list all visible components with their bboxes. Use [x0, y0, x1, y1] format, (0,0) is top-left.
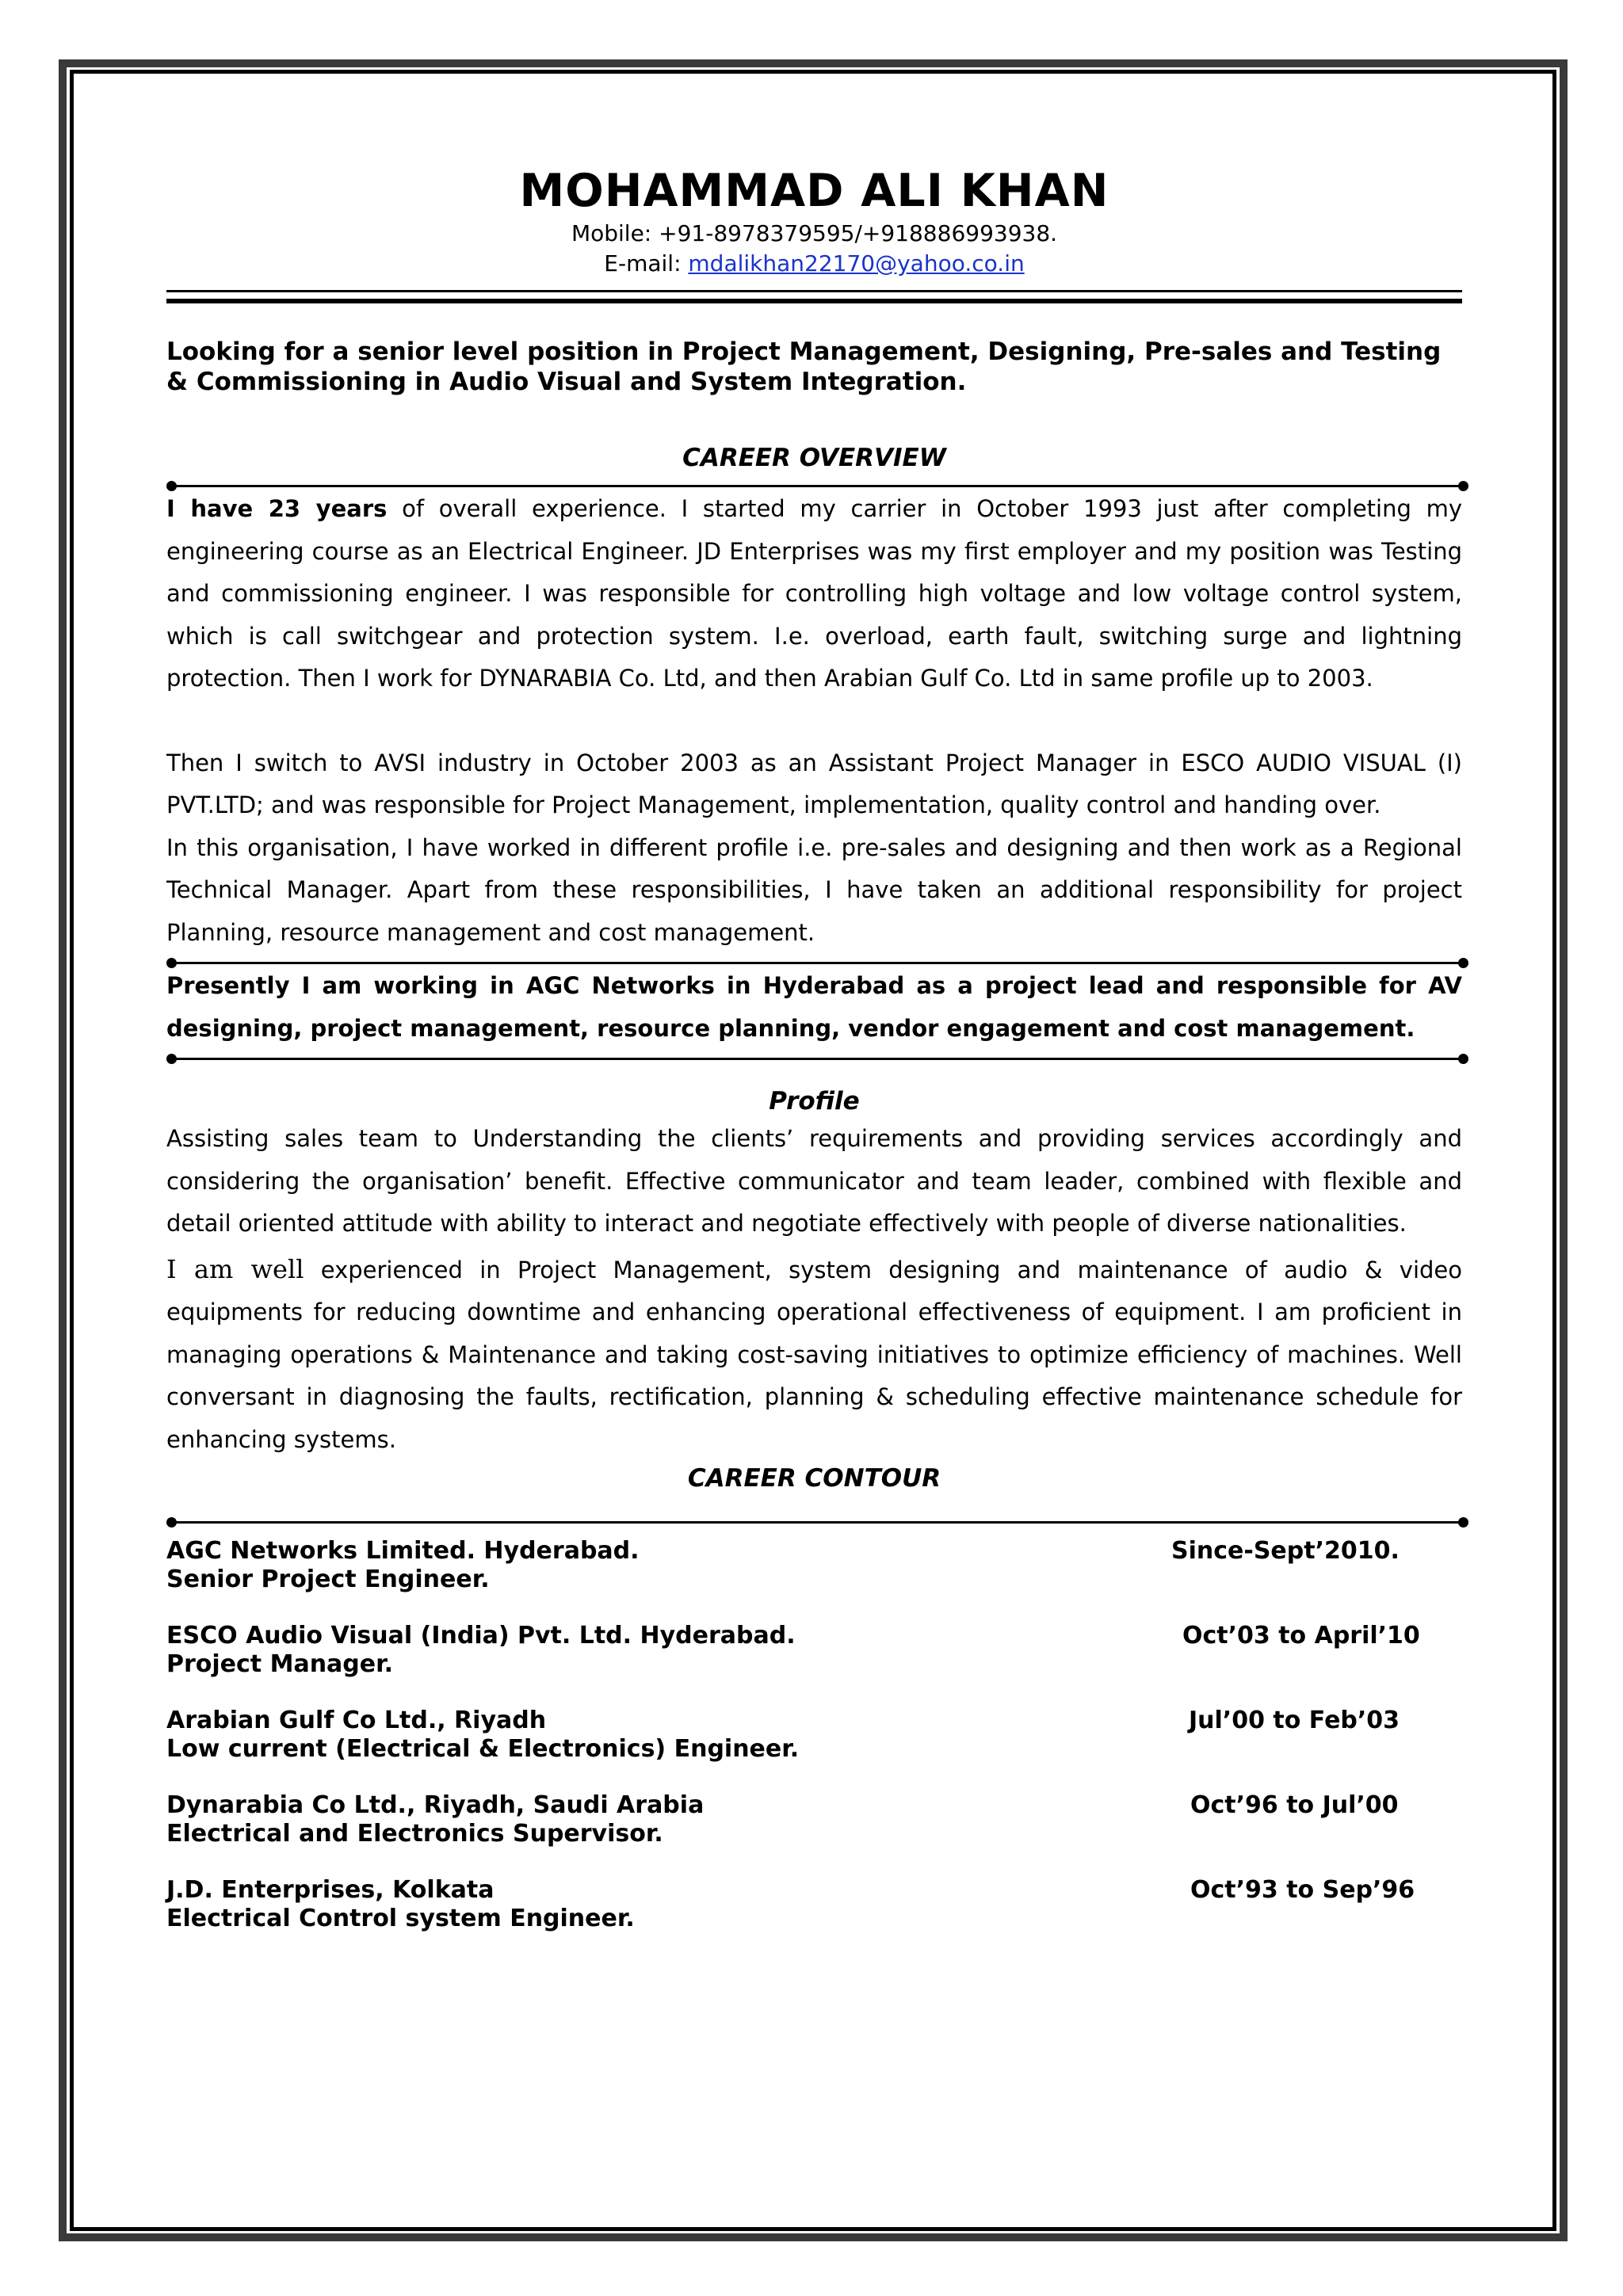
divider-line [171, 1058, 1462, 1060]
overview-paragraph-3: In this organisation, I have worked in different profile i.e. pre-sales and designing and then work as a Regional Technical Manager. Apart from these responsibilities, I have taken an additional responsibility for project Planning, resource management and cost management. [166, 833, 1462, 946]
profile-paragraph-2 [166, 1249, 1462, 1462]
divider-dot-icon [1458, 958, 1468, 968]
divider-dot-icon [1458, 1517, 1468, 1527]
email-label: E-mail: [604, 250, 689, 277]
email-link[interactable]: mdalikhan22170@yahoo.co.in [688, 250, 1025, 277]
profile-lead: I am well [166, 1253, 304, 1284]
job-dates: Oct’03 to April’10 [1182, 1622, 1420, 1650]
header-divider [166, 290, 1462, 303]
job-dates: Since-Sept’2010. [1171, 1537, 1400, 1565]
overview-lead: I have 23 years [166, 495, 388, 522]
section-divider [166, 1053, 1462, 1064]
email-line [166, 249, 1462, 279]
divider-line [171, 485, 1462, 487]
job-company: Arabian Gulf Co Ltd., Riyadh [166, 1707, 547, 1734]
section-divider [166, 1516, 1462, 1527]
divider-line [171, 1521, 1462, 1524]
job-role: Electrical and Electronics Supervisor. [166, 1820, 663, 1848]
mobile-line: Mobile: +91-8978379595/+918886993938. [571, 220, 1058, 246]
overview-paragraph-1 [166, 488, 1462, 700]
section-divider [166, 957, 1462, 968]
job-role: Project Manager. [166, 1650, 394, 1678]
profile-paragraph-1: Assisting sales team to Understanding the clients’ requirements and providing services accordingly and considering the organisation’ benefit. Effective communicator and team leader, combined with flexible and detail oriented attitude with ability to interact and negotiate effectively with people of diverse nationalities. [166, 1125, 1462, 1237]
present-position: Presently I am working in AGC Networks in Hyderabad as a project lead and responsible for AV designing, project management, resource planning, vendor engagement and cost management. [166, 972, 1462, 1042]
resume-content [166, 163, 1462, 1933]
divider-dot-icon [1458, 1054, 1468, 1064]
job-dates: Jul’00 to Feb’03 [1189, 1707, 1400, 1734]
job-company: AGC Networks Limited. Hyderabad. [166, 1537, 640, 1565]
job-entry [166, 1622, 1462, 1679]
job-dates: Oct’93 to Sep’96 [1190, 1876, 1415, 1904]
job-role: Senior Project Engineer. [166, 1566, 490, 1593]
job-role: Electrical Control system Engineer. [166, 1905, 635, 1932]
job-entry [166, 1791, 1462, 1848]
divider-dot-icon [1458, 481, 1468, 491]
candidate-name: MOHAMMAD ALI KHAN [519, 165, 1109, 217]
career-overview-title: CAREER OVERVIEW [682, 444, 946, 472]
profile-text: experienced in Project Management, system designing and maintenance of audio & video equipments for reducing downtime and enhancing operational effectiveness of equipment. I am proficient in managing operations & Maintenance and taking cost-saving initiatives to optimize efficiency of machines. Well conversant in diagnosing the faults, rectification, planning & scheduling effective maintenance schedule for enhancing systems. [166, 1256, 1463, 1453]
objective-statement: Looking for a senior level position in Project Management, Designing, Pre-sales and Testing & Commissioning in Audio Visual and System Integration. [166, 338, 1442, 396]
job-company: ESCO Audio Visual (India) Pvt. Ltd. Hyderabad. [166, 1622, 796, 1650]
section-divider [166, 480, 1462, 491]
career-contour-title: CAREER CONTOUR [687, 1464, 941, 1493]
job-entry [166, 1707, 1462, 1764]
overview-paragraph-2: Then I switch to AVSI industry in October 2003 as an Assistant Project Manager in ESCO AUDIO VISUAL (I) PVT.LTD; and was responsible for Project Management, implementation, quality control and handing over. [166, 749, 1462, 818]
job-dates: Oct’96 to Jul’00 [1190, 1791, 1399, 1819]
profile-title: Profile [769, 1087, 860, 1116]
job-role: Low current (Electrical & Electronics) Engineer. [166, 1735, 800, 1763]
job-entry [166, 1876, 1462, 1933]
job-company: Dynarabia Co Ltd., Riyadh, Saudi Arabia [166, 1791, 705, 1819]
overview-text: of overall experience. I started my carrier in October 1993 just after completing my engineering course as an Electrical Engineer. JD Enterprises was my first employer and my position was Testing and commissioning engineer. I was responsible for controlling high voltage and low voltage control system, which is call switchgear and protection system. I.e. overload, earth fault, switching surge and lightning protection. Then I work for DYNARABIA Co. Ltd, and then Arabian Gulf Co. Ltd in same profile up to 2003. [166, 495, 1462, 692]
job-entry [166, 1537, 1462, 1594]
divider-line [171, 962, 1462, 964]
job-company: J.D. Enterprises, Kolkata [166, 1876, 495, 1904]
